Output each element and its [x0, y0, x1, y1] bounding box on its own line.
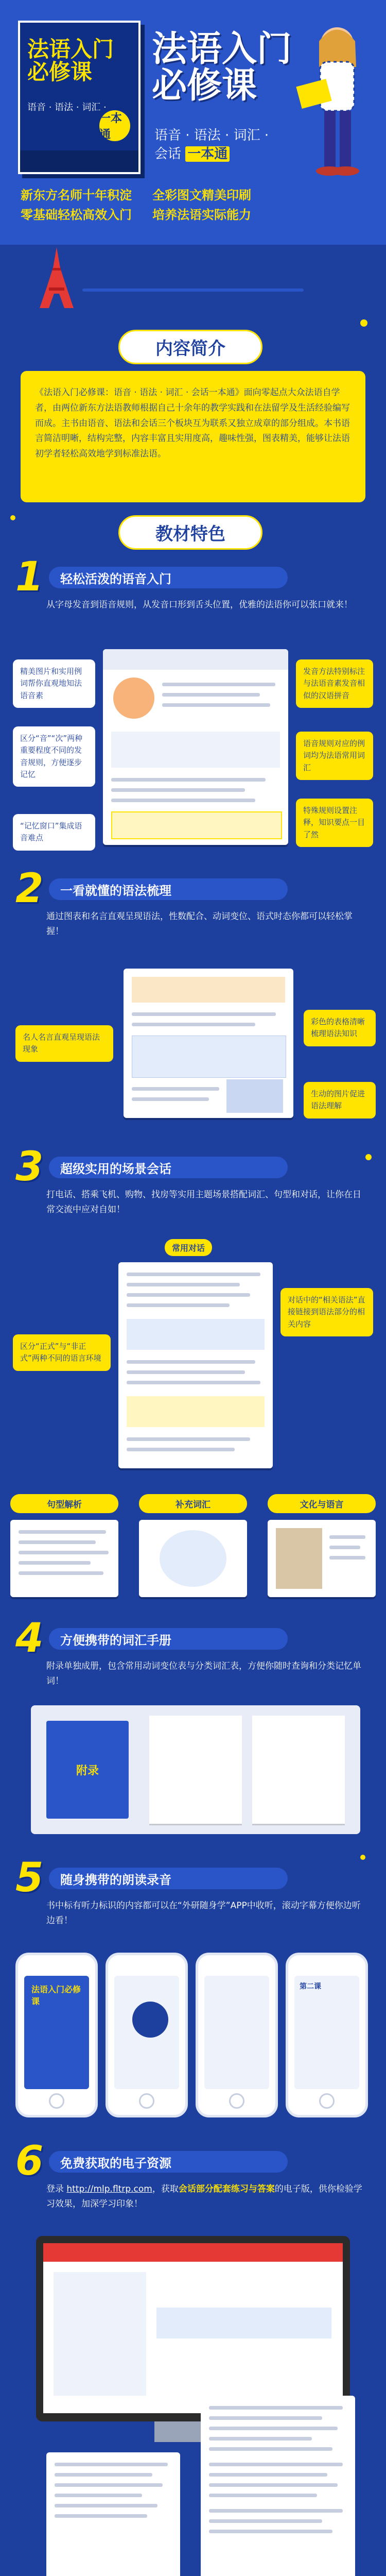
intro-box: [21, 371, 365, 502]
section-3-page-screenshot: [118, 1262, 273, 1468]
callout-1-left-2: 区分“音”“次”两种重要程度不同的发音规则，方便逐步记忆: [13, 726, 95, 787]
section-number-1: 1: [15, 554, 44, 600]
section-heading-4: 方便携带的词汇手册: [49, 1628, 288, 1650]
phone-mockup-3: [196, 1953, 278, 2117]
section-heading-3: 超级实用的场景会话: [49, 1157, 288, 1178]
phone-4-title: 第二课: [300, 1982, 321, 1991]
callout-2-left-1: 名人名言直观呈现语法现象: [15, 1025, 113, 1062]
tag-1-screenshot: [10, 1520, 118, 1597]
slogan-4: 培养法语实际能力: [152, 208, 251, 223]
callout-1-left-3: “记忆窗口”集成语音难点: [13, 814, 95, 851]
cover-badge: 一本通: [99, 110, 130, 141]
section-number-5: 5: [15, 1855, 44, 1901]
section-number-2: 2: [15, 866, 44, 912]
hero-subtitle: 语音 · 语法 · 词汇 · 会话 一本通: [154, 128, 269, 162]
phone-1-title: 法语入门必修课: [31, 1985, 81, 2006]
eiffel-tower-icon: [39, 247, 75, 309]
phone-mockup-4: [286, 1953, 368, 2117]
decor-dot: [360, 319, 367, 327]
monitor-screen: [43, 2243, 343, 2413]
answer-sheet-screenshot: [201, 2396, 355, 2576]
section-desc-5: 书中标有听力标识的内容都可以在“外研随身学”APP中收听，滚动字幕方便你边听边看！: [46, 1901, 361, 1926]
intro-title: 内容简介: [118, 330, 262, 364]
tag-extra-vocab: 补充词汇: [139, 1494, 247, 1513]
exercise-sheet-screenshot: [46, 2452, 180, 2576]
dialogue-badge: 常用对话: [165, 1239, 212, 1256]
tag-culture-language: 文化与语言: [268, 1494, 376, 1513]
section-desc-4: 附录单独成册，包含常用动词变位表与分类词汇表，方便你随时查询和分类记忆单词！: [46, 1661, 361, 1686]
callout-2-right-2: 生动的图片促进语法理解: [304, 1082, 376, 1118]
tag-2-screenshot: [139, 1520, 247, 1597]
section-heading-5: 随身携带的朗读录音: [49, 1868, 288, 1889]
hero-slogans: [21, 185, 371, 225]
section-desc-6: 登录 http://mlp.fltrp.com，获取会话部分配套练习与答案的电子版，供你检验学习效果，加深学习印象！: [46, 2184, 362, 2209]
section-desc-1: 从字母发音到语音规则，从发音口形到舌头位置，优雅的法语你可以张口就来！: [46, 600, 353, 610]
cover-subtitle: 语音 · 语法 · 词汇 ·: [27, 102, 107, 113]
section-number-3: 3: [15, 1144, 44, 1190]
cover-stripe: [20, 150, 138, 172]
section-desc-2: 通过图表和名言直观呈现语法，性数配合、动词变位、语式时态你都可以轻松掌握！: [46, 911, 353, 937]
tag-3-screenshot: [268, 1520, 376, 1597]
divider: [82, 289, 304, 292]
section-desc-3: 打电话、搭乘飞机、购物、找房等实用主题场景搭配词汇、句型和对话，让你在日常交流中应对自如！: [46, 1190, 361, 1215]
section-1-page-screenshot: [103, 649, 288, 845]
callout-1-right-1: 发音方法特别标注与法语音素发音相似的汉语拼音: [296, 659, 373, 708]
intro-text: 《法语入门必修课：语音 · 语法 · 词汇 · 会话一本通》面向零起点大众法语自学者，由两位新东方法语教师根据自己十余年的教学实践和在法留学及生活经验编写而成。主书由语音、语法和会话三个板块互为联系又独立成章的部分组成。本书语言简洁明晰，结构完整，内容丰富且实用度高，趣味性强，图表精美，能够让法语初学者轻松高效地学到标准法语。: [35, 387, 350, 459]
monitor-mockup: [36, 2236, 350, 2421]
hero-banner: [0, 0, 386, 245]
slogan-2: 全彩图文精美印刷: [152, 188, 251, 202]
phone-mockup-1: [15, 1953, 98, 2117]
section-number-4: 4: [15, 1615, 44, 1662]
vocab-booklet-panel: [31, 1705, 360, 1834]
book-cover-image: [18, 21, 141, 174]
callout-2-right-1: 彩色的表格清晰梳理语法知识: [304, 1010, 376, 1046]
section-heading-6: 免费获取的电子资源: [49, 2151, 288, 2173]
resource-url-link[interactable]: http://mlp.fltrp.com: [66, 2184, 152, 2194]
callout-1-right-2: 语音规则对应的例词均为法语常用词汇: [296, 732, 373, 780]
section-heading-1: 轻松活泼的语音入门: [49, 567, 288, 588]
cover-title: 法语入门 必修课: [27, 37, 114, 85]
callout-3-right: 对话中的“相关语法”直接链接到语法部分的相关内容: [280, 1288, 373, 1336]
section-2-page-screenshot: [124, 969, 293, 1118]
girl-illustration: [288, 21, 376, 191]
decor-dot: [10, 515, 15, 520]
tag-sentence-analysis: 句型解析: [10, 1494, 118, 1513]
booklet-cover: 附录: [46, 1721, 129, 1819]
slogan-1: 新东方名师十年积淀: [21, 188, 132, 202]
section-heading-2: 一看就懂的语法梳理: [49, 878, 288, 900]
decor-dot: [360, 1855, 365, 1860]
hero-title: 法语入门 必修课: [152, 29, 292, 107]
booklet-page-2: [252, 1716, 345, 1824]
callout-1-right-3: 特殊规则设置注释，知识要点一目了然: [296, 799, 373, 847]
booklet-page-1: [149, 1716, 242, 1824]
slogan-3: 零基础轻松高效入门: [21, 208, 132, 223]
section-number-6: 6: [15, 2138, 44, 2184]
phone-mockup-2: [106, 1953, 188, 2117]
decor-dot: [365, 1154, 372, 1160]
features-title: 教材特色: [118, 515, 262, 550]
callout-3-left: 区分“正式”与“非正式”两种不同的语言环境: [13, 1334, 111, 1371]
callout-1-left-1: 精美图片和实用例词帮你直观地知法语音素: [13, 659, 95, 708]
